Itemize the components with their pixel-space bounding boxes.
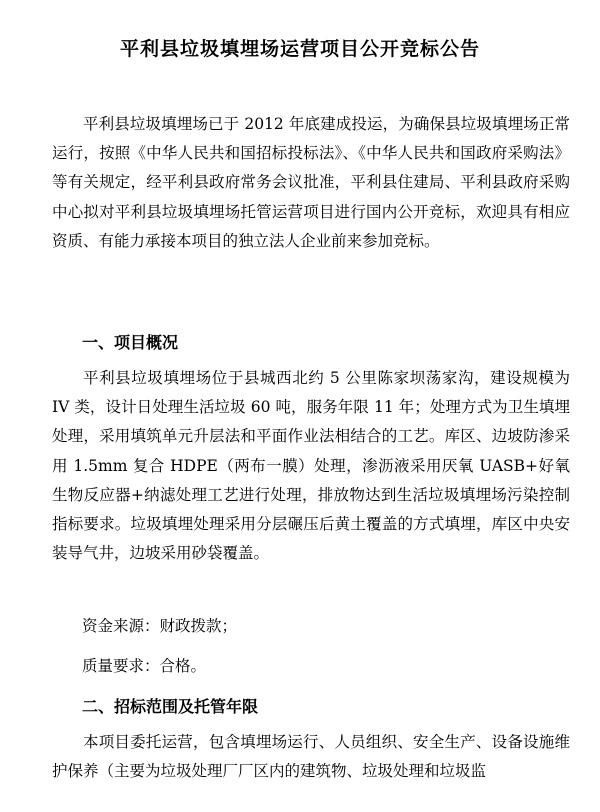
quality-line: 质量要求：合格。 [82,657,207,675]
section-1-body: 平利县垃圾填埋场位于县城西北约 5 公里陈家坝荡家沟，建设规模为 IV 类，设计日处理生活垃圾 60 吨，服务年限 11 年；处理方式为卫生填埋处理，采用填筑单元升层法和平面作业法相结合的工艺。库区、边坡防渗采用 1.5mm 复合 HDPE（两布一膜）处理，渗沥液采用厌氧 UASB+好氧生物反应器+纳滤处理工艺进行处理，排放物达到生活垃圾填埋场污染控制指标要求。垃圾填埋处理采用分层碾压后黄土覆盖的方式填埋，库区中央安装导气井，边坡采用砂袋覆盖。 [52,369,570,563]
funding-line: 资金来源：财政拨款； [82,617,238,635]
page-title: 平利县垃圾填埋场运营项目公开竞标公告 [119,38,480,60]
section-2-heading: 二、招标范围及托管年限 [82,697,259,716]
section-1-heading: 一、项目概况 [82,333,179,352]
section-2-body: 本项目委托运营，包含填埋场运行、人员组织、安全生产、设备设施维护保养（主要为垃圾处理厂厂区内的建筑物、垃圾处理和垃圾监 [52,733,570,781]
intro-paragraph: 平利县垃圾填埋场已于 2012 年底建成投运，为确保县垃圾填埋场正常运行，按照《中华人民共和国招标投标法》、《中华人民共和国政府采购法》等有关规定，经平利县政府常务会议批准，平利县住建局、平利县政府采购中心拟对平利县垃圾填埋场托管运营项目进行国内公开竞标，欢迎具有相应资质、有能力承接本项目的独立法人企业前来参加竞标。 [52,115,570,250]
